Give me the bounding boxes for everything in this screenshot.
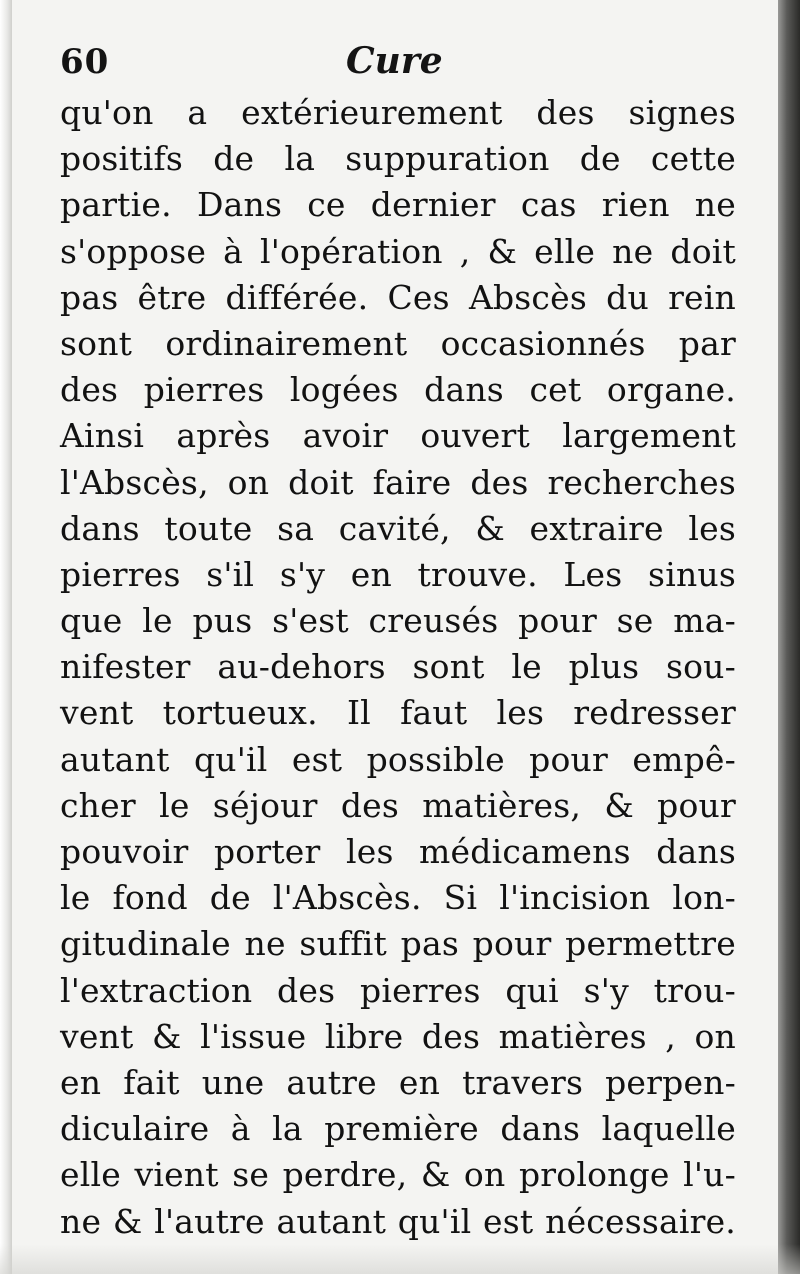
text-line: Ainsi après avoir ouvert largement [60, 416, 736, 456]
text-line: le fond de l'Abscès. Si l'incision lon- [60, 878, 736, 918]
text-line: sont ordinairement occasionnés par [60, 323, 736, 363]
text-line: pouvoir porter les médicamens dans [60, 832, 736, 871]
page-number: 60 [60, 42, 110, 82]
text-line: cher le séjour des matières, & pour [60, 785, 736, 825]
text-line: partie. Dans ce dernier cas rien ne [60, 185, 736, 225]
text-line: positifs de la suppuration de cette [60, 139, 736, 179]
text-line: diculaire à la première dans laquelle [60, 1109, 736, 1149]
running-head: Cure [346, 40, 443, 82]
page-left-margin-edge [0, 0, 12, 1274]
text-line: vent tortueux. Il faut les redresser [60, 693, 736, 733]
text-line: en fait une autre en travers perpen- [60, 1062, 736, 1102]
text-line: s'oppose à l'opération , & elle ne doit [60, 231, 736, 271]
page-gutter-shadow [778, 0, 800, 1274]
text-line: pierres s'il s'y en trouve. Les sinus [60, 554, 736, 594]
text-line: ne & l'autre autant qu'il est nécessaire. [60, 1201, 736, 1241]
text-line: des pierres logées dans cet organe. [60, 370, 736, 410]
page-header [58, 40, 738, 90]
text-line: nifester au-dehors sont le plus sou- [60, 647, 736, 687]
text-line: vent & l'issue libre des matières , on [60, 1016, 736, 1056]
text-line: autant qu'il est possible pour empê- [60, 739, 736, 779]
text-line: elle vient se perdre, & on prolonge l'u- [60, 1155, 736, 1195]
body-text [60, 90, 736, 1245]
text-line: qu'on a extérieurement des signes [60, 93, 736, 132]
page-bottom-shade [0, 1244, 800, 1274]
text-line: pas être différée. Ces Abscès du rein [60, 277, 736, 317]
text-line: dans toute sa cavité, & extraire les [60, 508, 736, 548]
text-line: l'Abscès, on doit faire des recherches [60, 462, 736, 502]
text-line: l'extraction des pierres qui s'y trou- [60, 970, 736, 1010]
text-line: gitudinale ne suffit pas pour permettre [60, 924, 736, 964]
text-line: que le pus s'est creusés pour se ma- [60, 601, 736, 641]
